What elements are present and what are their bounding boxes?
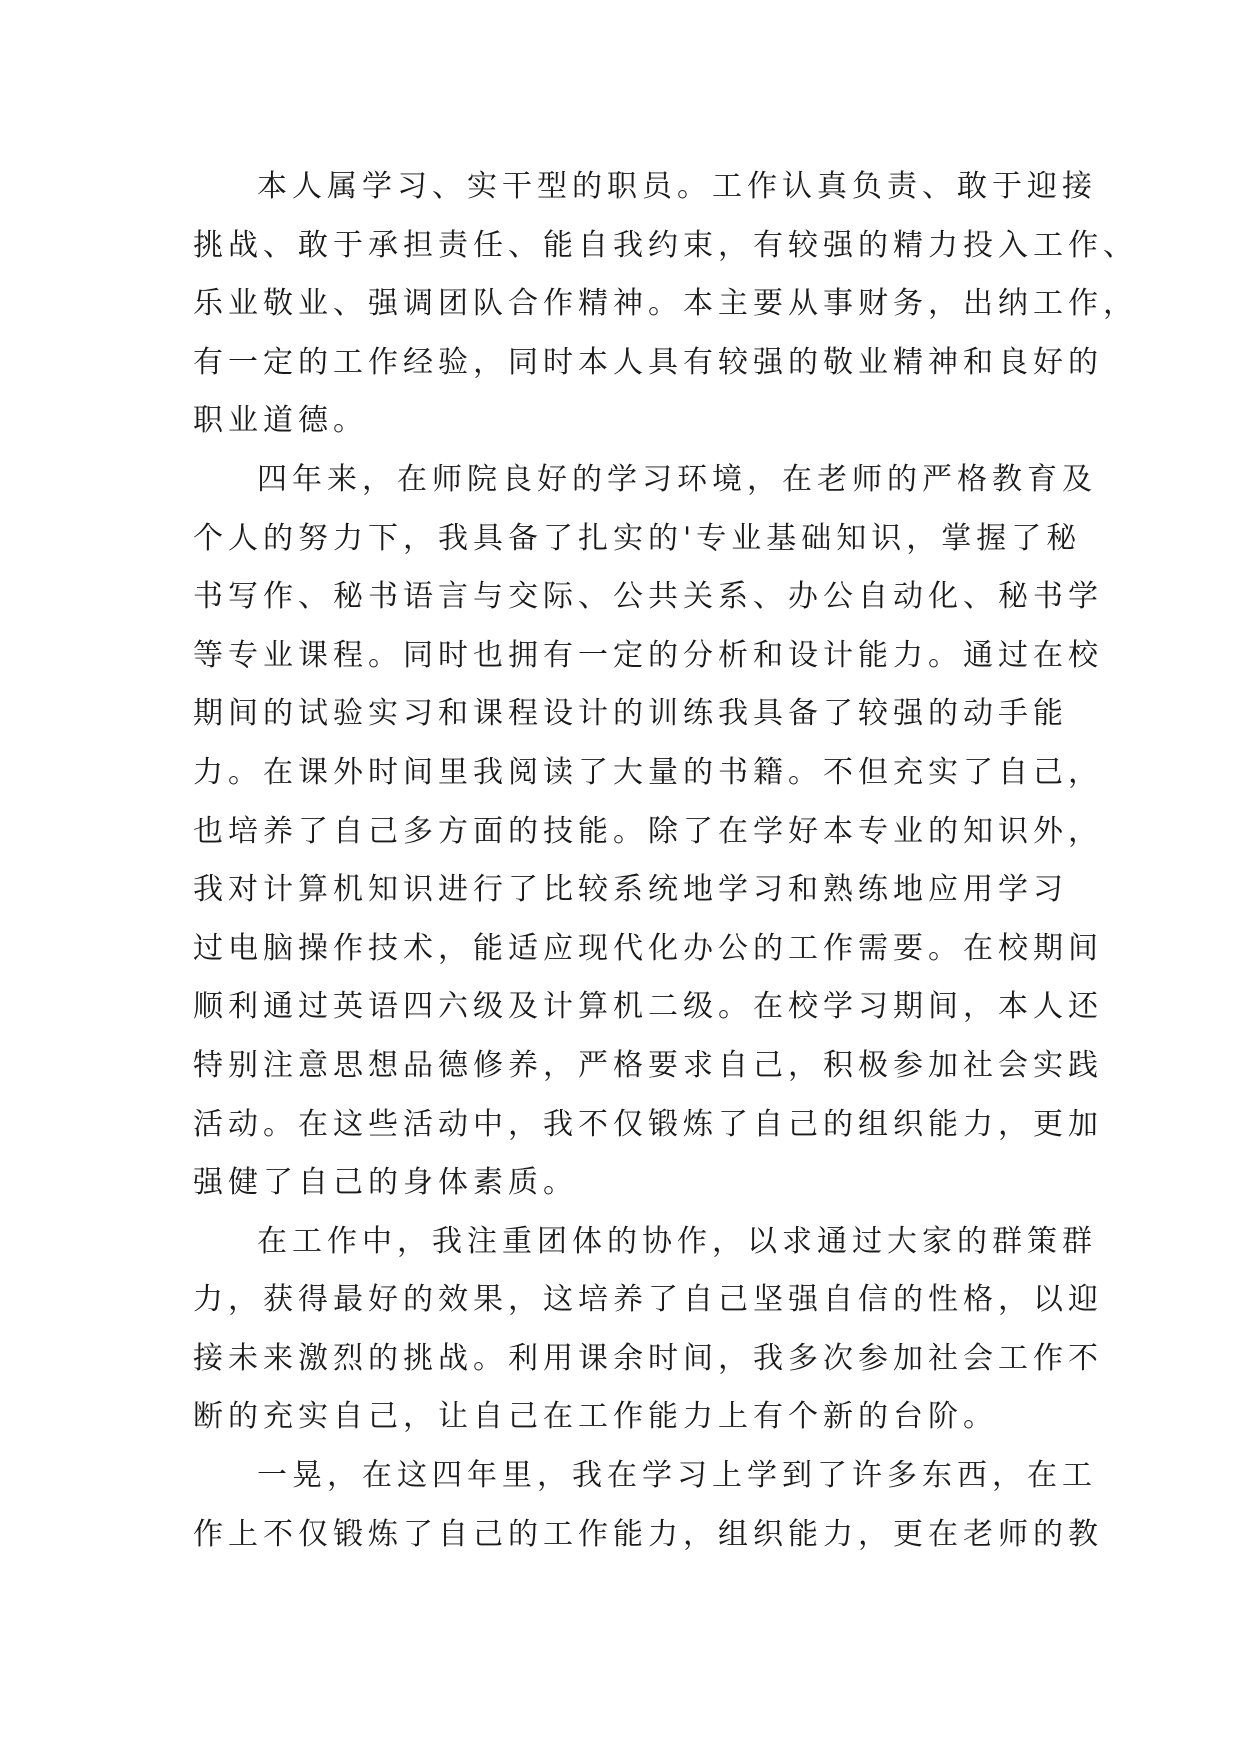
text-line: 强健了自己的身体素质。 bbox=[193, 1165, 578, 1201]
text-line: 书写作、秘书语言与交际、公共关系、办公自动化、秘书学 bbox=[193, 579, 1103, 615]
text-line: 期间的试验实习和课程设计的训练我具备了较强的动手能 bbox=[193, 696, 1068, 732]
text-line: 一晃，在这四年里，我在学习上学到了许多东西，在工 bbox=[257, 1458, 1097, 1494]
text-line: 职业道德。 bbox=[193, 403, 368, 439]
paragraph-2 bbox=[193, 451, 1103, 1213]
text-line: 特别注意思想品德修养，严格要求自己，积极参加社会实践 bbox=[193, 1047, 1103, 1083]
text-line: 过电脑操作技术，能适应现代化办公的工作需要。在校期间 bbox=[193, 930, 1103, 966]
paragraph-4 bbox=[193, 1447, 1103, 1564]
text-line: 四年来，在师院良好的学习环境，在老师的严格教育及 bbox=[257, 461, 1097, 497]
text-line: 我对计算机知识进行了比较系统地学习和熟练地应用学习 bbox=[193, 872, 1068, 908]
paragraph-3 bbox=[193, 1213, 1103, 1447]
text-line: 作上不仅锻炼了自己的工作能力，组织能力，更在老师的教 bbox=[193, 1516, 1103, 1552]
text-line: 等专业课程。同时也拥有一定的分析和设计能力。通过在校 bbox=[193, 637, 1103, 673]
paragraph-1 bbox=[193, 158, 1138, 451]
text-line: 挑战、敢于承担责任、能自我约束，有较强的精力投入工作、 bbox=[193, 227, 1138, 263]
text-line: 顺利通过英语四六级及计算机二级。在校学习期间，本人还 bbox=[193, 989, 1103, 1025]
text-line: 力，获得最好的效果，这培养了自己坚强自信的性格，以迎 bbox=[193, 1282, 1103, 1318]
text-line: 断的充实自己，让自己在工作能力上有个新的台阶。 bbox=[193, 1399, 998, 1435]
text-line: 本人属学习、实干型的职员。工作认真负责、敢于迎接 bbox=[257, 169, 1097, 204]
text-line: 在工作中，我注重团体的协作，以求通过大家的群策群 bbox=[257, 1223, 1097, 1259]
text-line: 乐业敬业、强调团队合作精神。本主要从事财务，出纳工作， bbox=[193, 286, 1138, 322]
text-line: 接未来激烈的挑战。利用课余时间，我多次参加社会工作不 bbox=[193, 1340, 1103, 1376]
text-line: 也培养了自己多方面的技能。除了在学好本专业的知识外， bbox=[193, 813, 1103, 849]
text-line: 有一定的工作经验，同时本人具有较强的敬业精神和良好的 bbox=[193, 344, 1103, 380]
text-line: 活动。在这些活动中，我不仅锻炼了自己的组织能力，更加 bbox=[193, 1106, 1103, 1142]
text-line: 个人的努力下，我具备了扎实的'专业基础知识，掌握了秘 bbox=[193, 520, 1082, 556]
document-body bbox=[193, 158, 1138, 1564]
text-line: 力。在课外时间里我阅读了大量的书籍。不但充实了自己， bbox=[193, 754, 1103, 790]
